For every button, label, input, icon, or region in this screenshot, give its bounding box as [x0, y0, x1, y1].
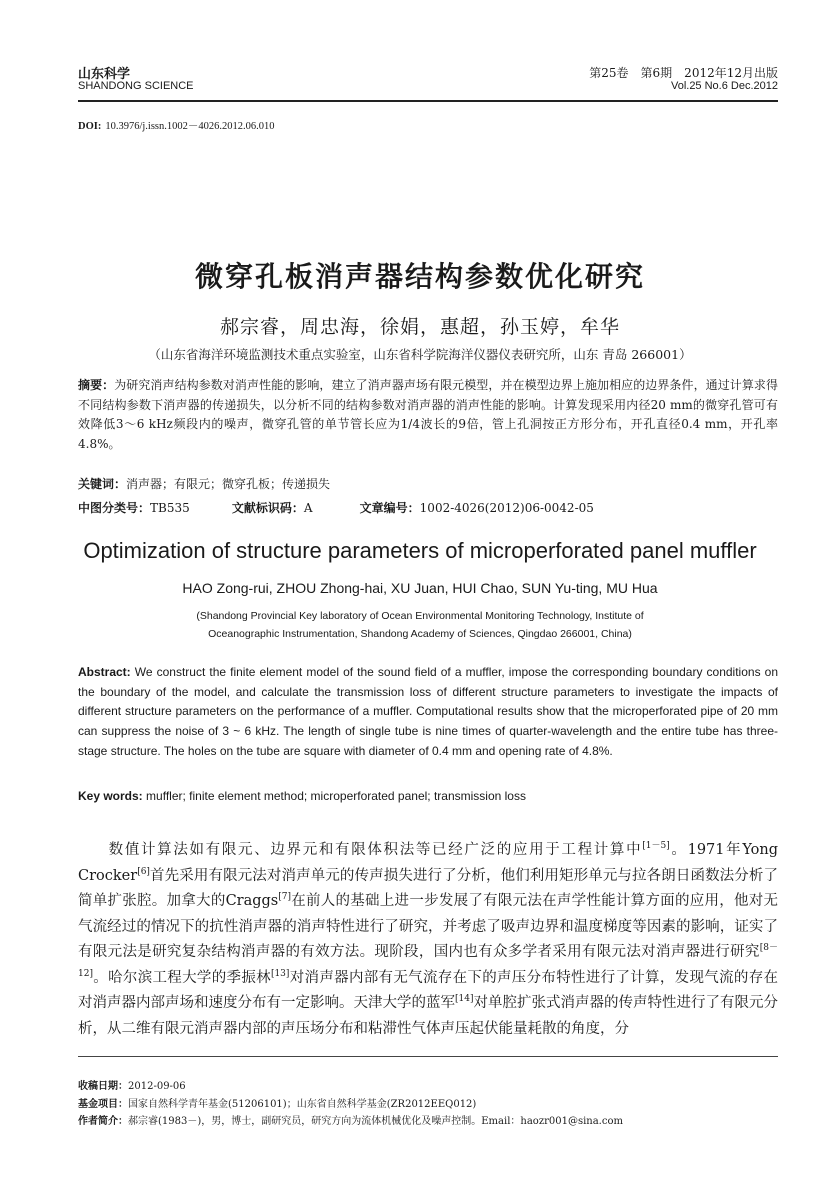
citation-ref[interactable]: [1－5] — [642, 841, 670, 851]
chinese-title: 微穿孔板消声器结构参数优化研究 — [194, 260, 645, 293]
author-bio-value: 郝宗睿(1983－)，男，博士，副研究员，研究方向为流体机械优化及噪声控制。Email：haozr001@sina.com — [128, 1116, 623, 1127]
received-value: 2012-09-06 — [128, 1081, 186, 1092]
funding-label: 基金项目： — [78, 1098, 128, 1110]
article-number-label: 文章编号： — [359, 501, 420, 515]
chinese-keywords-text: 消声器；有限元；微穿孔板；传递损失 — [126, 477, 331, 491]
english-affiliation-line-1: (Shandong Provincial Key laboratory of Ocean Environmental Monitoring Technology, Institute of — [196, 610, 644, 622]
chinese-authors: 郝宗睿，周忠海，徐娟，惠超，孙玉婷，牟华 — [219, 316, 620, 338]
document-code — [232, 499, 356, 516]
english-keywords — [78, 789, 526, 803]
english-abstract — [78, 663, 778, 762]
english-affiliation-line-2: Oceanographic Instrumentation, Shandong Academy of Sciences, Qingdao 266001, China) — [208, 628, 632, 640]
author-bio — [78, 1113, 778, 1131]
citation-ref[interactable]: [14] — [455, 994, 474, 1004]
issue-info-cn: 第25卷 第6期 2012年12月出版 — [589, 66, 778, 80]
citation-ref[interactable]: [13] — [270, 968, 290, 979]
chinese-affiliation: （山东省海洋环境监测技术重点实验室，山东省科学院海洋仪器仪表研究所，山东 青岛 266001） — [148, 347, 692, 362]
article-number — [360, 499, 594, 516]
doi-line — [78, 118, 275, 133]
chinese-abstract-text: 为研究消声结构参数对消声性能的影响，建立了消声器声场有限元模型，并在模型边界上施加相应的边界条件，通过计算求得不同结构参数下消声器的传递损失，以分析不同的结构参数对消声器的消声性能的影响。计算发现采用内径20 mm的微穿孔管可有效降低3～6 kHz频段内的噪声，微穿孔管的单节管长应为1/4波长的9倍，管上孔洞按正方形分布，开孔直径0.4 mm，开孔率4.8%。 — [78, 378, 778, 451]
citation-ref[interactable]: [7] — [278, 892, 291, 902]
chinese-keywords — [78, 475, 330, 492]
document-code-label: 文献标识码： — [231, 501, 304, 515]
header-rule — [78, 100, 778, 102]
author-bio-label: 作者简介： — [78, 1116, 128, 1127]
clc-label: 中图分类号： — [78, 501, 151, 515]
body-text-segment: 。哈尔滨工程大学的季振林 — [92, 969, 271, 986]
citation-ref[interactable]: [8－12] — [78, 943, 778, 979]
english-keywords-text: muffler; finite element method; microperforated panel; transmission loss — [146, 789, 526, 803]
english-abstract-text: We construct the finite element model of the sound field of a muffler, impose the corresponding boundary conditions on the boundary of the model, and calculate the transmission loss of different structure parameters to investigate the impacts of different structure parameters on the performance of a muffler. Computational results show that the microperforated pipe of 20 mm can suppress the noise of 3 ~ 6 kHz. The length of single tube is nine times of quarter-wavelength and the entire tube has three-stage structure. The holes on the tube are square with diameter of 0.4 mm and opening rate of 4.8%. — [78, 665, 778, 758]
journal-name-en: SHANDONG SCIENCE — [78, 80, 194, 92]
received-label: 收稿日期： — [78, 1081, 128, 1092]
received-date — [78, 1078, 778, 1096]
funding — [78, 1096, 778, 1114]
english-keywords-label: Key words: — [78, 789, 143, 803]
classification-line — [78, 499, 778, 516]
body-text-segment: 在前人的基础上进一步发展了有限元法在声学性能计算方面的应用，他对无气流经过的情况下的抗性消声器的消声特性进行了研究，并考虑了吸声边界和温度梯度等因素的影响，证实了有限元法是研究复杂结构消声器的有效方法。现阶段，国内也有众多学者采用有限元法对消声器进行研究 — [78, 893, 778, 960]
body-text-segment: 对消声器内部有无气流存在下的声压分布特性进行了计算，发现气流的存在对消声器内部声场和速度分布有一定影响。天津大学的蓝军 — [78, 969, 778, 1011]
document-code-value: A — [303, 501, 313, 515]
issue-info-en: Vol.25 No.6 Dec.2012 — [670, 80, 778, 92]
funding-value: 国家自然科学青年基金(51206101)；山东省自然科学基金(ZR2012EEQ012) — [128, 1098, 477, 1110]
body-text-segment: 对单腔扩张式消声器的传声特性进行了有限元分析，从二维有限元消声器内部的声压场分布和粘滞性气体声压起伏能量耗散的角度，分 — [78, 995, 779, 1037]
chinese-abstract — [78, 376, 778, 454]
doi-label: DOI: — [78, 121, 102, 132]
chinese-keywords-label: 关键词： — [78, 477, 127, 491]
english-abstract-label: Abstract: — [78, 665, 131, 679]
footnote-rule — [78, 1056, 778, 1057]
article-number-value: 1002-4026(2012)06-0042-05 — [419, 501, 594, 515]
body-text-segment: 首先采用有限元法对消声单元的传声损失进行了分析，他们利用矩形单元与拉各朗日函数法分析了简单扩张腔。加拿大的Craggs — [78, 867, 778, 909]
english-title: Optimization of structure parameters of microperforated panel muffler — [83, 538, 757, 563]
clc-value: TB535 — [150, 501, 190, 515]
body-paragraph — [78, 838, 778, 1042]
citation-ref[interactable]: [6] — [137, 866, 150, 877]
body-text-segment: 数值计算法如有限元、边界元和有限体积法等已经广泛的应用于工程计算中 — [107, 842, 643, 858]
chinese-abstract-label: 摘要： — [78, 378, 115, 392]
english-authors: HAO Zong-rui, ZHOU Zhong-hai, XU Juan, HUI Chao, SUN Yu-ting, MU Hua — [182, 580, 658, 596]
clc-number — [78, 499, 228, 516]
footnotes — [78, 1078, 778, 1131]
doi-value[interactable]: 10.3976/j.issn.1002－4026.2012.06.010 — [105, 121, 275, 132]
journal-name-cn: 山东科学 — [78, 67, 131, 82]
body-text-segment: 。1971年Yong Crocker — [78, 842, 778, 884]
